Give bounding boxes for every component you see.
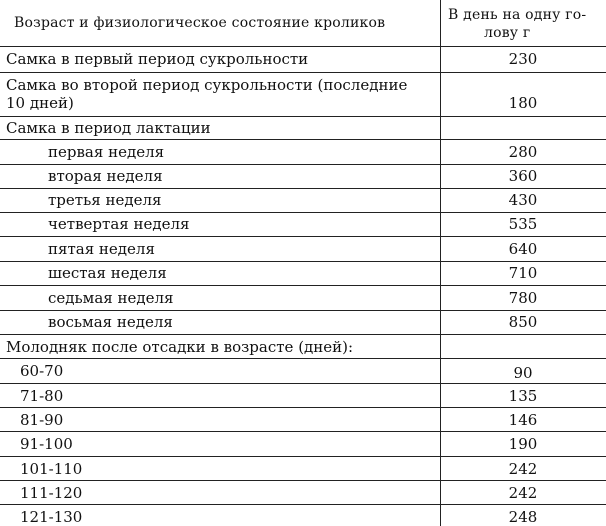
row-label: четвертая неделя	[48, 215, 190, 233]
row-value: 135	[508, 387, 538, 405]
row-label: первая неделя	[48, 143, 165, 161]
row-divider	[0, 212, 606, 213]
row-divider	[0, 383, 606, 384]
row-label: третья неделя	[48, 191, 162, 209]
row-value: 850	[508, 313, 538, 331]
row-divider	[0, 456, 606, 457]
row-value: 90	[513, 364, 533, 382]
row-value: 242	[508, 484, 538, 502]
row-label: 91-100	[20, 435, 73, 453]
row-divider	[0, 407, 606, 408]
row-divider	[0, 358, 606, 359]
row-divider	[0, 310, 606, 311]
row-value: 710	[508, 264, 538, 282]
row-value: 242	[508, 460, 538, 478]
row-value: 248	[508, 508, 538, 526]
row-value: 280	[508, 143, 538, 161]
row-label: седьмая неделя	[48, 289, 174, 307]
row-divider	[0, 285, 606, 286]
row-value: 535	[508, 215, 538, 233]
row-label: 60-70	[20, 362, 64, 380]
row-label: восьмая неделя	[48, 313, 173, 331]
row-divider	[0, 164, 606, 165]
row-value: 640	[508, 240, 538, 258]
row-label: 111-120	[20, 484, 83, 502]
row-label: пятая неделя	[48, 240, 155, 258]
row-value: 230	[508, 50, 538, 68]
row-divider	[0, 116, 606, 117]
header-col2-line1: В день на одну го-	[448, 7, 587, 23]
header-divider	[0, 46, 606, 47]
row-divider	[0, 431, 606, 432]
header-col2-line2: лову г	[484, 25, 531, 41]
header-col1: Возраст и физиологическое состояние кроликов	[14, 15, 386, 31]
row-label: 71-80	[20, 387, 64, 405]
row-label: 121-130	[20, 508, 83, 526]
row-label-line1: Самка во второй период сукрольности (последние	[6, 76, 408, 94]
row-label: 81-90	[20, 411, 64, 429]
row-divider	[0, 480, 606, 481]
row-value: 780	[508, 289, 538, 307]
row-divider	[0, 188, 606, 189]
row-divider	[0, 236, 606, 237]
row-value: 146	[508, 411, 538, 429]
row-label: шестая неделя	[48, 264, 167, 282]
row-label: вторая неделя	[48, 167, 163, 185]
row-value: 180	[508, 94, 538, 112]
row-label: 101-110	[20, 460, 83, 478]
row-divider	[0, 334, 606, 335]
row-value: 190	[508, 435, 538, 453]
row-value: 360	[508, 167, 538, 185]
row-label-line2: 10 дней)	[6, 94, 74, 112]
row-label: Самка в первый период сукрольности	[6, 50, 309, 68]
row-value: 430	[508, 191, 538, 209]
row-label: Самка в период лактации	[6, 119, 211, 137]
row-divider	[0, 504, 606, 505]
row-divider	[0, 72, 606, 73]
row-label: Молодняк после отсадки в возрасте (дней):	[6, 338, 354, 356]
row-divider	[0, 139, 606, 140]
row-divider	[0, 261, 606, 262]
